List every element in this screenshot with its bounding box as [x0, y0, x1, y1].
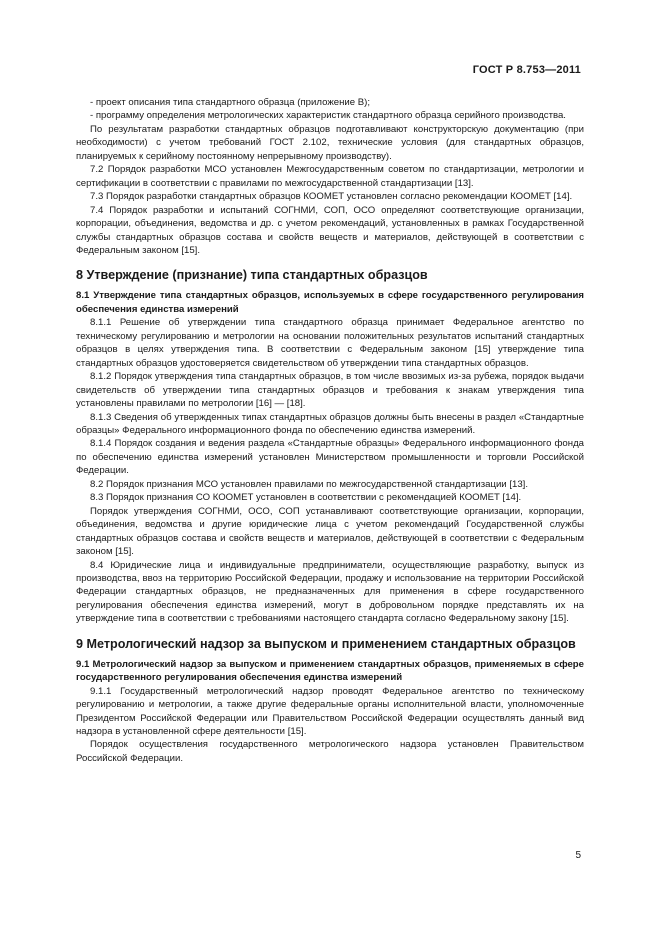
paragraph-7-3: 7.3 Порядок разработки стандартных образцов КООМЕТ установлен согласно рекомендации КООМЕТ [14].: [90, 191, 573, 203]
paragraph-8-1-2: 8.1.2 Порядок утверждения типа стандартных образцов, в том числе ввозимых из-за рубежа, порядок выдачи свидетельств об утверждении типа стандартных образцов и требования к знакам утверждения типа установлены правилами по метрологии [16] — [18].: [76, 371, 584, 410]
section-8-1-title: 8.1 Утверждение типа стандартных образцов, используемых в сфере государственного регулирования обеспечения единства измерений: [76, 290, 584, 315]
paragraph-8-4: 8.4 Юридические лица и индивидуальные предприниматели, осуществляющие разработку, выпуск из производства, ввоз на территорию Российской Федерации, продажу и использование на территории Российской Федерации стандартных образцов, не предназначенных для применения в сфере государственного регулирования обеспечения единства измерений, могут в добровольном порядке представлять их на утверждение типа в соответствии с требованиями настоящего стандарта согласно Федеральному закону [15].: [76, 559, 584, 625]
list-item: - программу определения метрологических характеристик стандартного образца серийного производства.: [90, 110, 566, 122]
paragraph-7-4: 7.4 Порядок разработки и испытаний СОГНМИ, СОП, ОСО определяют соответствующие организации, корпорации, объединения, ведомства и др. с учетом рекомендаций, установленных в рамках Государственной службы стандартных образцов состава и свойств веществ и материалов, действующей в соответствии с Федеральным законом [15].: [76, 204, 584, 256]
paragraph: По результатам разработки стандартных образцов подготавливают конструкторскую документацию (при необходимости) с учетом требований ГОСТ 2.102, технические условия (для стандартных образцов, планируемых к серийному постоянному непрерывному производству).: [76, 123, 584, 162]
section-8-title: 8 Утверждение (признание) типа стандартных образцов: [76, 268, 428, 283]
section-9-title: 9 Метрологический надзор за выпуском и применением стандартных образцов: [76, 636, 576, 651]
page-number: 5: [575, 850, 581, 861]
paragraph-7-2: 7.2 Порядок разработки МСО установлен Межгосударственным советом по стандартизации, метрологии и сертификации в соответствии с правилами по межгосударственной стандартизации [13].: [76, 164, 584, 189]
paragraph-9-1-1: 9.1.1 Государственный метрологический надзор проводят Федеральное агентство по техническому регулированию и метрологии, а также другие федеральные органы исполнительной власти, уполномоченные Президентом Российской Федерации или Правительством Российской Федерации осуществлять данный вид надзора в установленной сфере деятельности [15].: [76, 685, 584, 738]
paragraph: Порядок утверждения СОГНМИ, ОСО, СОП устанавливают соответствующие организации, корпорации, объединения, ведомства и другие юридические лица с учетом рекомендаций Государственной службы стандартных образцов состава и свойств веществ и материалов, действующей в соответствии с Федеральным законом [15].: [76, 505, 584, 558]
list-item: - проект описания типа стандартного образца (приложение В);: [90, 97, 370, 108]
document-code-header: ГОСТ Р 8.753—2011: [472, 64, 581, 76]
page-body: [76, 96, 584, 765]
paragraph-8-3: 8.3 Порядок признания СО КООМЕТ установлен в соответствии с рекомендацией КООМЕТ [14].: [90, 492, 522, 504]
paragraph-8-1-3: 8.1.3 Сведения об утвержденных типах стандартных образцов должны быть внесены в раздел «Стандартные образцы» Федерального информационного фонда по обеспечению единства измерений.: [76, 411, 584, 436]
paragraph-8-1-1: 8.1.1 Решение об утверждении типа стандартного образца принимает Федеральное агентство по техническому регулированию и метрологии на основании положительных результатов испытаний стандартных образцов в целях утверждения типа. В соответствии с Федеральным законом [15] утверждение типа стандартных образцов удостоверяется свидетельством об утверждении типа стандартных образцов.: [76, 317, 584, 369]
section-9-1-title: 9.1 Метрологический надзор за выпуском и применением стандартных образцов, применяемых в сфере государственного регулирования обеспечения единства измерений: [76, 658, 584, 684]
paragraph-8-2: 8.2 Порядок признания МСО установлен правилами по межгосударственной стандартизации [13].: [90, 478, 529, 490]
paragraph-8-1-4: 8.1.4 Порядок создания и ведения раздела «Стандартные образцы» Федерального информационного фонда по обеспечению единства измерений установлен Министерством промышленности и торговли Российской Федерации.: [76, 438, 584, 477]
paragraph: Порядок осуществления государственного метрологического надзора установлен Правительством Российской Федерации.: [76, 739, 584, 764]
